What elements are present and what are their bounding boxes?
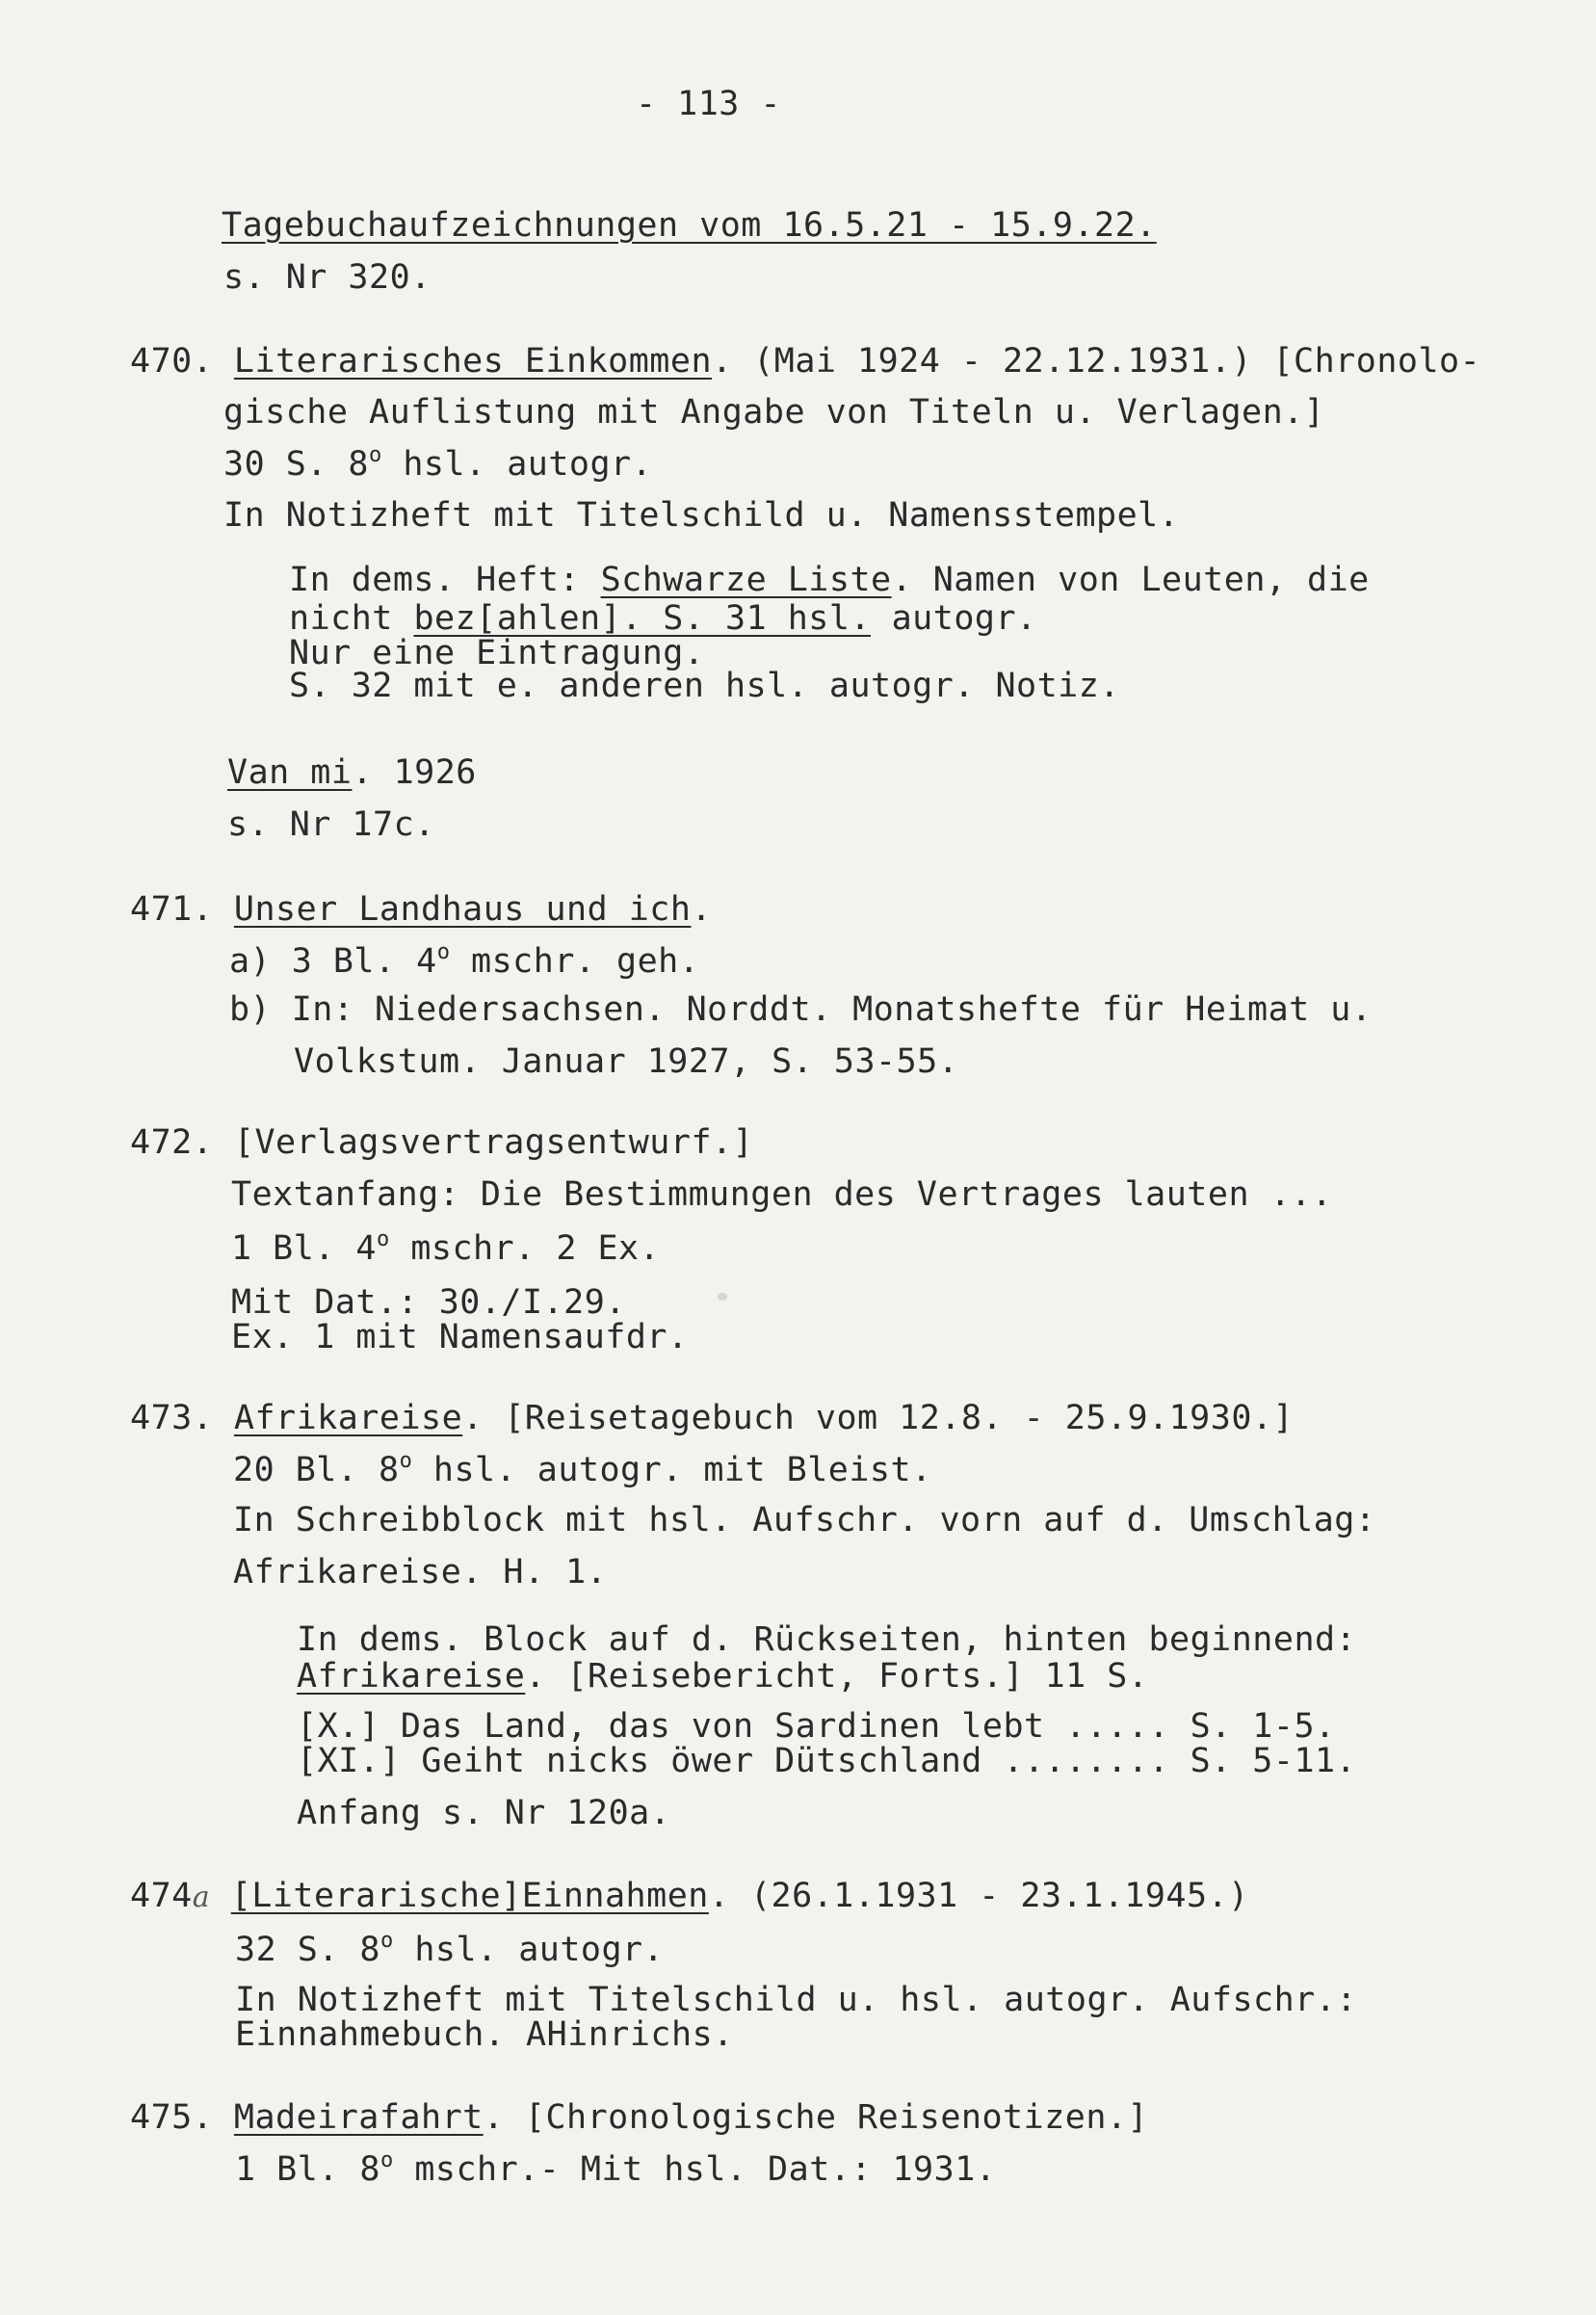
format-text: 32 S. 8 bbox=[235, 1931, 381, 1969]
entry-text: gische Auflistung mit Angabe von Titeln u. Verlagen.] bbox=[223, 393, 1325, 432]
entry-470-heading bbox=[130, 342, 1480, 381]
sub-entry-text: [X.] Das Land, das von Sardinen lebt ..... S. 1-5. bbox=[297, 1707, 1336, 1746]
entry-472-heading bbox=[130, 1123, 753, 1162]
entry-text: In Notizheft mit Titelschild u. hsl. autogr. Aufschr.: bbox=[235, 1981, 1357, 2019]
cross-reference: s. Nr 17c. bbox=[227, 805, 435, 844]
format-text: 1 Bl. 8 bbox=[235, 2150, 381, 2189]
entry-title bbox=[227, 753, 477, 792]
sub-entry-text: [XI.] Geiht nicks öwer Dütschland ........ S. 5-11. bbox=[297, 1742, 1357, 1780]
entry-title-tail: . [Reisetagebuch vom 12.8. - 25.9.1930.] bbox=[462, 1399, 1295, 1437]
entry-text: b) In: Niedersachsen. Norddt. Monatshefte für Heimat u. bbox=[229, 990, 1373, 1029]
degree-mark: o bbox=[369, 443, 382, 467]
entry-number: 472. bbox=[130, 1123, 214, 1162]
entry-text bbox=[235, 1931, 664, 1969]
title-underlined: Van mi bbox=[227, 753, 353, 792]
degree-mark: o bbox=[380, 1929, 394, 1953]
entry-text: Afrikareise. H. 1. bbox=[233, 1553, 608, 1592]
entry-text bbox=[231, 1229, 660, 1268]
entry-text bbox=[235, 2150, 996, 2189]
degree-mark: o bbox=[380, 2148, 394, 2172]
entry-number: 475. bbox=[130, 2098, 214, 2137]
sub-text: autogr. bbox=[871, 599, 1037, 638]
format-text: mschr. geh. bbox=[450, 942, 700, 981]
entry-title-tail: . bbox=[691, 890, 713, 929]
entry-title: [Verlagsvertragsentwurf.] bbox=[233, 1123, 754, 1162]
entry-text: Einnahmebuch. AHinrichs. bbox=[235, 2015, 734, 2054]
degree-mark: o bbox=[436, 940, 451, 964]
entry-text: In Notizheft mit Titelschild u. Namensstempel. bbox=[223, 496, 1180, 535]
format-text: 30 S. 8 bbox=[223, 445, 370, 484]
entry-number: 470. bbox=[130, 342, 214, 381]
entry-number: 474 bbox=[130, 1877, 193, 1915]
entry-title: Unser Landhaus und ich bbox=[233, 890, 692, 929]
sub-entry-text: Anfang s. Nr 120a. bbox=[297, 1794, 671, 1832]
format-text: mschr.- Mit hsl. Dat.: 1931. bbox=[393, 2150, 997, 2189]
sub-entry-text bbox=[289, 599, 1037, 638]
handwritten-letter: a bbox=[192, 1881, 211, 1914]
sub-entry-text: Nur eine Eintragung. bbox=[289, 634, 705, 672]
format-text: hsl. autogr. bbox=[393, 1931, 665, 1969]
sub-text: . [Reisebericht, Forts.] 11 S. bbox=[525, 1657, 1149, 1696]
entry-title: Afrikareise bbox=[233, 1399, 463, 1437]
sub-entry-text bbox=[297, 1657, 1148, 1696]
entry-title: Literarisches Einkommen bbox=[233, 342, 713, 381]
title-underlined: Tagebuchaufzeichnungen vom 16.5.21 - 15.9.22. bbox=[222, 206, 1157, 245]
format-text: 1 Bl. 4 bbox=[231, 1229, 378, 1268]
entry-text: In Schreibblock mit hsl. Aufschr. vorn auf d. Umschlag: bbox=[233, 1501, 1376, 1539]
sub-entry-text bbox=[289, 561, 1370, 599]
entry-title-tail: . [Chronologische Reisenotizen.] bbox=[483, 2098, 1149, 2137]
format-text: a) 3 Bl. 4 bbox=[229, 942, 437, 981]
entry-title bbox=[222, 206, 1157, 245]
format-text: hsl. autogr. bbox=[381, 445, 653, 484]
entry-text bbox=[223, 445, 652, 484]
entry-text bbox=[233, 1451, 932, 1489]
sub-text: In dems. Heft: bbox=[289, 561, 601, 599]
degree-mark: o bbox=[399, 1449, 413, 1473]
entry-text bbox=[229, 942, 699, 981]
sub-text: . Namen von Leuten, die bbox=[891, 561, 1370, 599]
sub-title: Schwarze Liste bbox=[600, 561, 892, 599]
entry-text: Ex. 1 mit Namensaufdr. bbox=[231, 1318, 689, 1356]
entry-473-heading bbox=[130, 1399, 1294, 1437]
paper-speck bbox=[718, 1293, 727, 1301]
format-text: hsl. autogr. mit Bleist. bbox=[412, 1451, 932, 1489]
entry-474a-heading bbox=[130, 1877, 1249, 1917]
entry-title-tail: . (Mai 1924 - 22.12.1931.) [Chronolo- bbox=[712, 342, 1481, 381]
entry-471-heading bbox=[130, 890, 712, 929]
title-tail: . 1926 bbox=[352, 753, 477, 792]
sub-text: nicht bbox=[289, 599, 414, 638]
entry-number: 473. bbox=[130, 1399, 214, 1437]
entry-text: Textanfang: Die Bestimmungen des Vertrages lauten ... bbox=[231, 1175, 1333, 1214]
sub-title: Afrikareise bbox=[297, 1657, 526, 1696]
entry-text: Mit Dat.: 30./I.29. bbox=[231, 1283, 626, 1322]
sub-entry-text: In dems. Block auf d. Rückseiten, hinten beginnend: bbox=[297, 1620, 1357, 1659]
entry-title: [Literarische]Einnahmen bbox=[230, 1877, 709, 1915]
degree-mark: o bbox=[377, 1227, 390, 1251]
sub-entry-text: S. 32 mit e. anderen hsl. autogr. Notiz. bbox=[289, 667, 1120, 705]
cross-reference: s. Nr 320. bbox=[223, 258, 432, 297]
page-number: - 113 - bbox=[636, 85, 782, 123]
entry-number: 471. bbox=[130, 890, 214, 929]
entry-text: Volkstum. Januar 1927, S. 53-55. bbox=[294, 1042, 959, 1081]
entry-title: Madeirafahrt bbox=[233, 2098, 484, 2137]
entry-title-tail: . (26.1.1931 - 23.1.1945.) bbox=[708, 1877, 1249, 1915]
format-text: 20 Bl. 8 bbox=[233, 1451, 400, 1489]
sub-underlined: bez[ahlen]. S. 31 hsl. bbox=[413, 599, 872, 638]
format-text: mschr. 2 Ex. bbox=[389, 1229, 661, 1268]
entry-475-heading bbox=[130, 2098, 1148, 2137]
